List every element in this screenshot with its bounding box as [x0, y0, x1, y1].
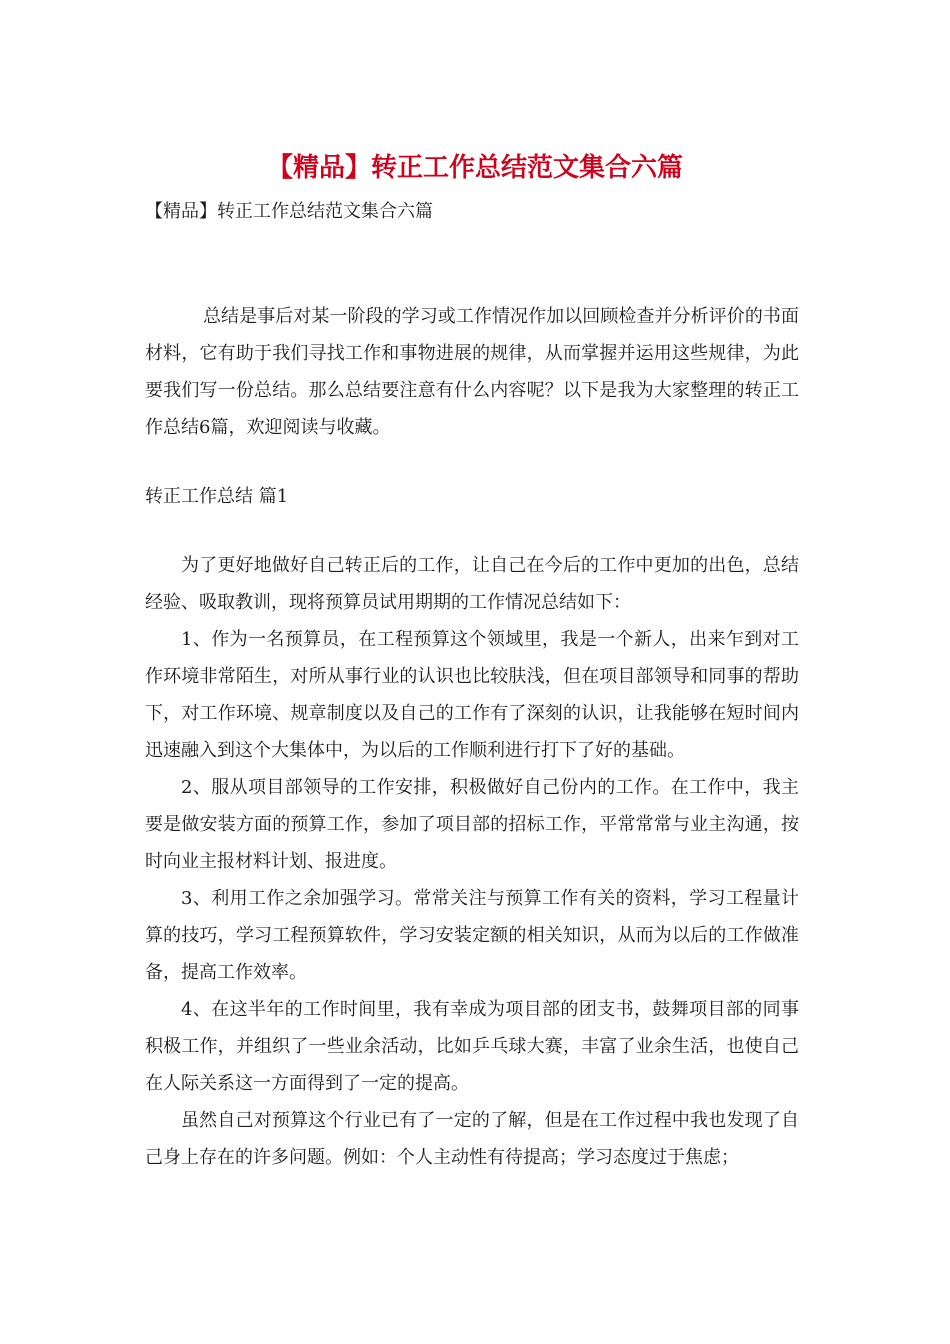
intro-block	[145, 298, 799, 446]
body-paragraph: 2、服从项目部领导的工作安排，积极做好自己份内的工作。在工作中，我主要是做安装方面的预算工作，参加了项目部的招标工作，平常常常与业主沟通，按时向业主报材料计划、报进度。	[145, 777, 799, 872]
body-paragraph: 虽然自己对预算这个行业已有了一定的了解，但是在工作过程中我也发现了自己身上存在的许多问题。例如：个人主动性有待提高；学习态度过于焦虑；	[145, 1110, 799, 1168]
intro-paragraph: 总结是事后对某一阶段的学习或工作情况作加以回顾检查并分析评价的书面材料，它有助于我们寻找工作和事物进展的规律，从而掌握并运用这些规律，为此要我们写一份总结。那么总结要注意有什么内容呢？以下是我为大家整理的转正工作总结6篇，欢迎阅读与收藏。	[145, 306, 799, 438]
body-paragraph: 3、利用工作之余加强学习。常常关注与预算工作有关的资料，学习工程量计算的技巧，学习工程预算软件，学习安装定额的相关知识，从而为以后的工作做准备，提高工作效率。	[145, 888, 799, 983]
body-paragraph: 4、在这半年的工作时间里，我有幸成为项目部的团支书，鼓舞项目部的同事积极工作，并组织了一些业余活动，比如乒乓球大赛，丰富了业余生活，也使自己在人际关系这一方面得到了一定的提高。	[145, 999, 799, 1094]
document-title: 【精品】转正工作总结范文集合六篇	[266, 153, 683, 183]
section-heading: 转正工作总结 篇1	[145, 486, 289, 507]
body-paragraph: 为了更好地做好自己转正后的工作，让自己在今后的工作中更加的出色，总结经验、吸取教训，现将预算员试用期期的工作情况总结如下：	[145, 555, 799, 613]
main-body	[145, 547, 799, 1176]
body-paragraph: 1、作为一名预算员，在工程预算这个领域里，我是一个新人，出来乍到对工作环境非常陌生，对所从事行业的认识也比较肤浅，但在项目部领导和同事的帮助下，对工作环境、规章制度以及自己的工作有了深刻的认识，让我能够在短时间内迅速融入到这个大集体中，为以后的工作顺利进行打下了好的基础。	[145, 629, 799, 761]
document-subtitle: 【精品】转正工作总结范文集合六篇	[145, 201, 433, 222]
